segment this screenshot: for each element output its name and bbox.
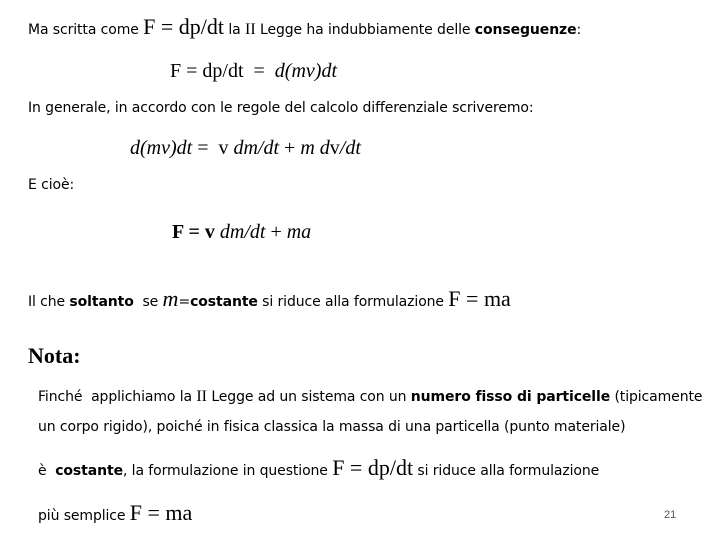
- eq2-plus: +: [279, 137, 301, 159]
- formula-f-ma: F = ma: [448, 286, 511, 311]
- nota1-typically: (tipicamente: [610, 389, 703, 405]
- eq3-dmdt: dm/dt: [219, 221, 266, 243]
- eq1-equals: =: [243, 60, 275, 82]
- formula-f-dp-dt: F = dp/dt: [143, 14, 224, 39]
- eq3-fv: F = v: [172, 221, 220, 243]
- eq2-dmdt: dm/dt: [233, 137, 280, 159]
- equation-2: [130, 137, 361, 160]
- only-if-line: [28, 286, 511, 312]
- general-line: In generale, in accordo con le regole del calcolo differenziale scriveremo:: [28, 100, 534, 116]
- eq2-v: = v: [192, 137, 234, 159]
- eq3-plus: +: [265, 221, 287, 243]
- nota-line-4: [38, 500, 192, 526]
- e-cioe-line: E cioè:: [28, 177, 75, 193]
- intro-colon: :: [576, 22, 582, 38]
- nota1-text: Finché applichiamo la: [38, 389, 197, 405]
- intro-line: [28, 14, 581, 40]
- equation-1: [170, 60, 337, 83]
- only-if-costante: costante: [190, 294, 258, 310]
- equation-3: [172, 221, 311, 244]
- only-if-soltanto: soltanto: [69, 294, 134, 310]
- eq2-md: m d: [300, 137, 330, 159]
- intro-text-la: la: [224, 22, 245, 38]
- page-number: 21: [664, 509, 677, 521]
- nota1-text-2: Legge ad un sistema con un: [206, 389, 411, 405]
- nota3-e: è: [38, 463, 56, 479]
- nota4-text: più semplice: [38, 508, 130, 524]
- roman-two: II: [244, 21, 256, 38]
- intro-text-legge: Legge ha indubbiamente delle: [255, 22, 475, 38]
- intro-text: Ma scritta come: [28, 22, 144, 38]
- eq1-left: F = dp/dt: [170, 60, 244, 82]
- nota3-costante: costante: [55, 463, 123, 479]
- nota4-formula: F = ma: [129, 500, 193, 525]
- eq2-dt: /dt: [339, 137, 361, 159]
- only-if-equals: =: [178, 294, 191, 310]
- nota-line-1: [38, 386, 702, 406]
- only-if-m: m: [162, 286, 179, 311]
- nota-line-2: un corpo rigido), poiché in fisica classica la massa di una particella (punto materiale): [38, 419, 626, 435]
- nota3-reduce: si riduce alla formulazione: [413, 463, 600, 479]
- nota1-fixed-particles: numero fisso di particelle: [410, 389, 611, 405]
- intro-consequences: conseguenze: [474, 22, 577, 38]
- eq2-v2: v: [329, 137, 340, 159]
- nota-title: Nota:: [28, 343, 81, 368]
- eq1-right: d(mv)dt: [274, 60, 337, 82]
- eq2-dmv: d(mv)dt: [130, 137, 193, 159]
- nota3-formula: F = dp/dt: [332, 455, 414, 480]
- only-if-text: Il che: [28, 294, 70, 310]
- only-if-reduce: si riduce alla formulazione: [257, 294, 449, 310]
- nota1-roman-two: II: [196, 388, 207, 405]
- eq3-ma: ma: [286, 221, 312, 243]
- nota3-text: , la formulazione in questione: [122, 463, 333, 479]
- nota-line-3: [38, 455, 599, 481]
- only-if-se: se: [133, 294, 163, 310]
